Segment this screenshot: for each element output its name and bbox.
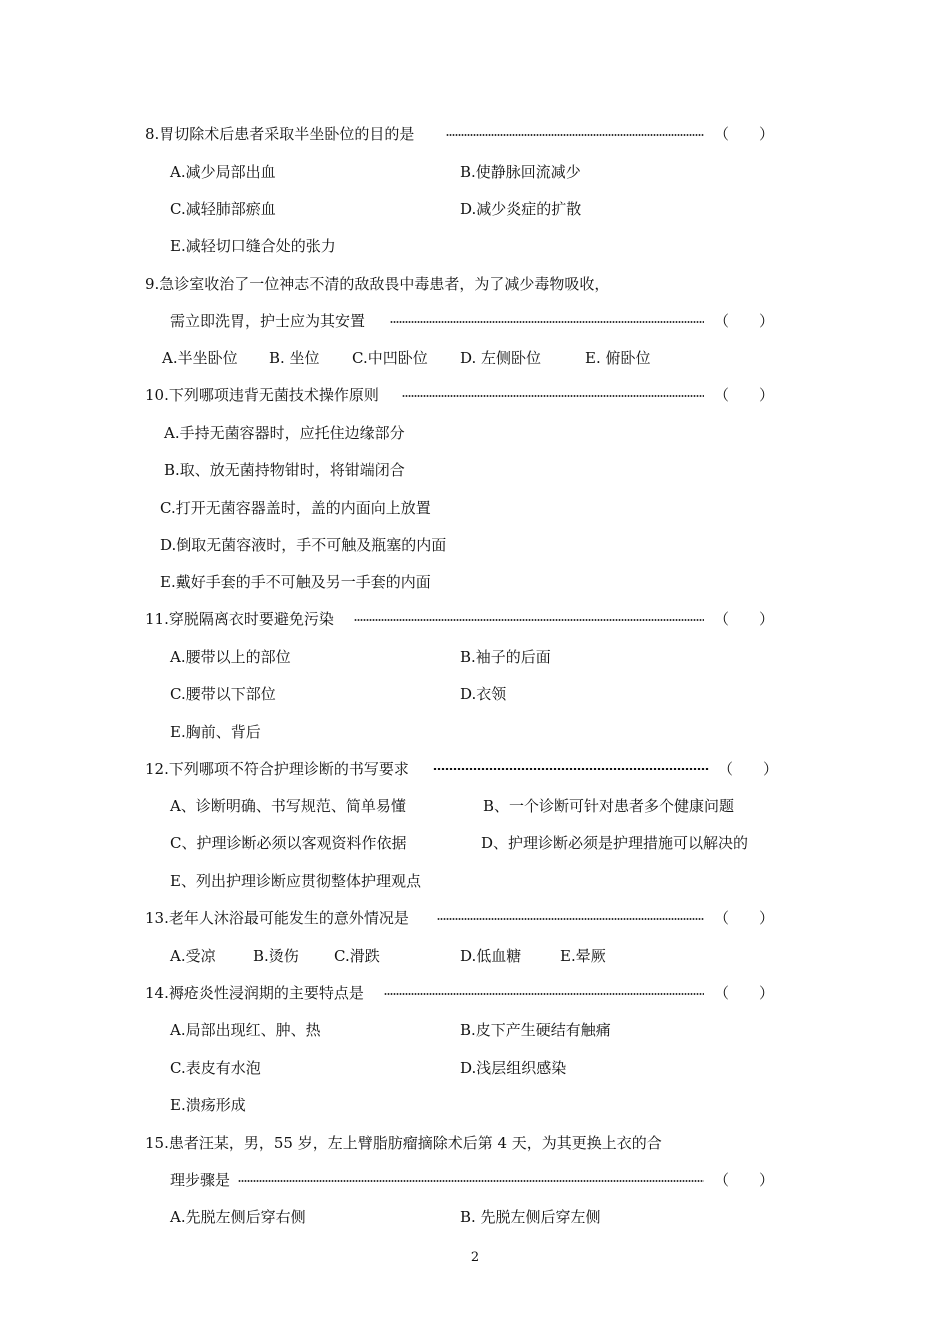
option: A.先脱左侧后穿右侧 [170, 1208, 306, 1226]
option: D. 左侧卧位 [460, 349, 542, 367]
option: A.手持无菌容器时，应托住边缘部分 [164, 424, 405, 442]
leader-dots [446, 134, 704, 136]
option: D.衣领 [460, 685, 507, 703]
answer-blank: （ ） [714, 125, 775, 143]
answer-blank: （ ） [714, 984, 775, 1002]
answer-blank: （ ） [714, 1171, 775, 1189]
question-15-stem: 15.患者汪某，男，55 岁，左上臂脂肪瘤摘除术后第 4 天，为其更换上衣的合 [145, 1134, 662, 1152]
leader-dots [390, 321, 704, 323]
answer-blank: （ ） [714, 386, 775, 404]
option: B.取、放无菌持物钳时，将钳端闭合 [164, 461, 405, 479]
option: E.减轻切口缝合处的张力 [170, 237, 336, 255]
answer-blank: （ ） [714, 909, 775, 927]
option: D.低血糖 [460, 947, 522, 965]
option: A、诊断明确、书写规范、简单易懂 [170, 797, 406, 815]
option: E.溃疡形成 [170, 1096, 246, 1114]
option: B、一个诊断可针对患者多个健康问题 [483, 797, 735, 815]
leader-dots [238, 1180, 704, 1182]
option: B.使静脉回流减少 [460, 163, 581, 181]
leader-dots [384, 993, 704, 995]
option: D.倒取无菌容液时，手不可触及瓶塞的内面 [160, 536, 447, 554]
option: D、护理诊断必须是护理措施可以解决的 [481, 834, 749, 852]
answer-blank: （ ） [714, 610, 775, 628]
option: C.腰带以下部位 [170, 685, 276, 703]
option: B.袖子的后面 [460, 648, 551, 666]
option: C.打开无菌容器盖时，盖的内面向上放置 [160, 499, 431, 517]
option: A.半坐卧位 [162, 349, 238, 367]
option: C.中凹卧位 [352, 349, 428, 367]
question-8-stem: 8.胃切除术后患者采取半坐卧位的目的是 [145, 125, 415, 143]
page-number: 2 [470, 1250, 480, 1265]
question-14-stem: 14.褥疮炎性浸润期的主要特点是 [145, 984, 364, 1002]
option: E、列出护理诊断应贯彻整体护理观点 [170, 872, 421, 890]
leader-dots [433, 768, 709, 770]
option: E.戴好手套的手不可触及另一手套的内面 [160, 573, 431, 591]
option: A.局部出现红、肿、热 [170, 1021, 321, 1039]
leader-dots [354, 619, 704, 621]
question-9-stem-cont: 需立即洗胃，护士应为其安置 [170, 312, 366, 330]
answer-blank: （ ） [718, 760, 779, 778]
option: D.浅层组织感染 [460, 1059, 567, 1077]
option: A.减少局部出血 [170, 163, 276, 181]
answer-blank: （ ） [714, 312, 775, 330]
option: B.皮下产生硬结有触痛 [460, 1021, 611, 1039]
question-15-stem-cont: 理步骤是 [170, 1171, 231, 1189]
option: A.受凉 [170, 947, 216, 965]
leader-dots [437, 918, 704, 920]
option: B. 坐位 [269, 349, 320, 367]
option: C.表皮有水泡 [170, 1059, 261, 1077]
question-12-stem: 12.下列哪项不符合护理诊断的书写要求 [145, 760, 409, 778]
leader-dots [402, 395, 704, 397]
option: B.烫伤 [253, 947, 299, 965]
question-9-stem: 9.急诊室收治了一位神志不清的敌敌畏中毒患者，为了减少毒物吸收， [145, 275, 610, 293]
option: B. 先脱左侧后穿左侧 [460, 1208, 601, 1226]
question-13-stem: 13.老年人沐浴最可能发生的意外情况是 [145, 909, 409, 927]
option: E.胸前、背后 [170, 723, 261, 741]
option: A.腰带以上的部位 [170, 648, 291, 666]
option: C.滑跌 [334, 947, 380, 965]
question-11-stem: 11.穿脱隔离衣时要避免污染 [145, 610, 334, 628]
option: D.减少炎症的扩散 [460, 200, 582, 218]
option: C、护理诊断必须以客观资料作依据 [170, 834, 407, 852]
option: C.减轻肺部瘀血 [170, 200, 276, 218]
option: E. 俯卧位 [585, 349, 651, 367]
question-10-stem: 10.下列哪项违背无菌技术操作原则 [145, 386, 379, 404]
option: E.晕厥 [560, 947, 606, 965]
